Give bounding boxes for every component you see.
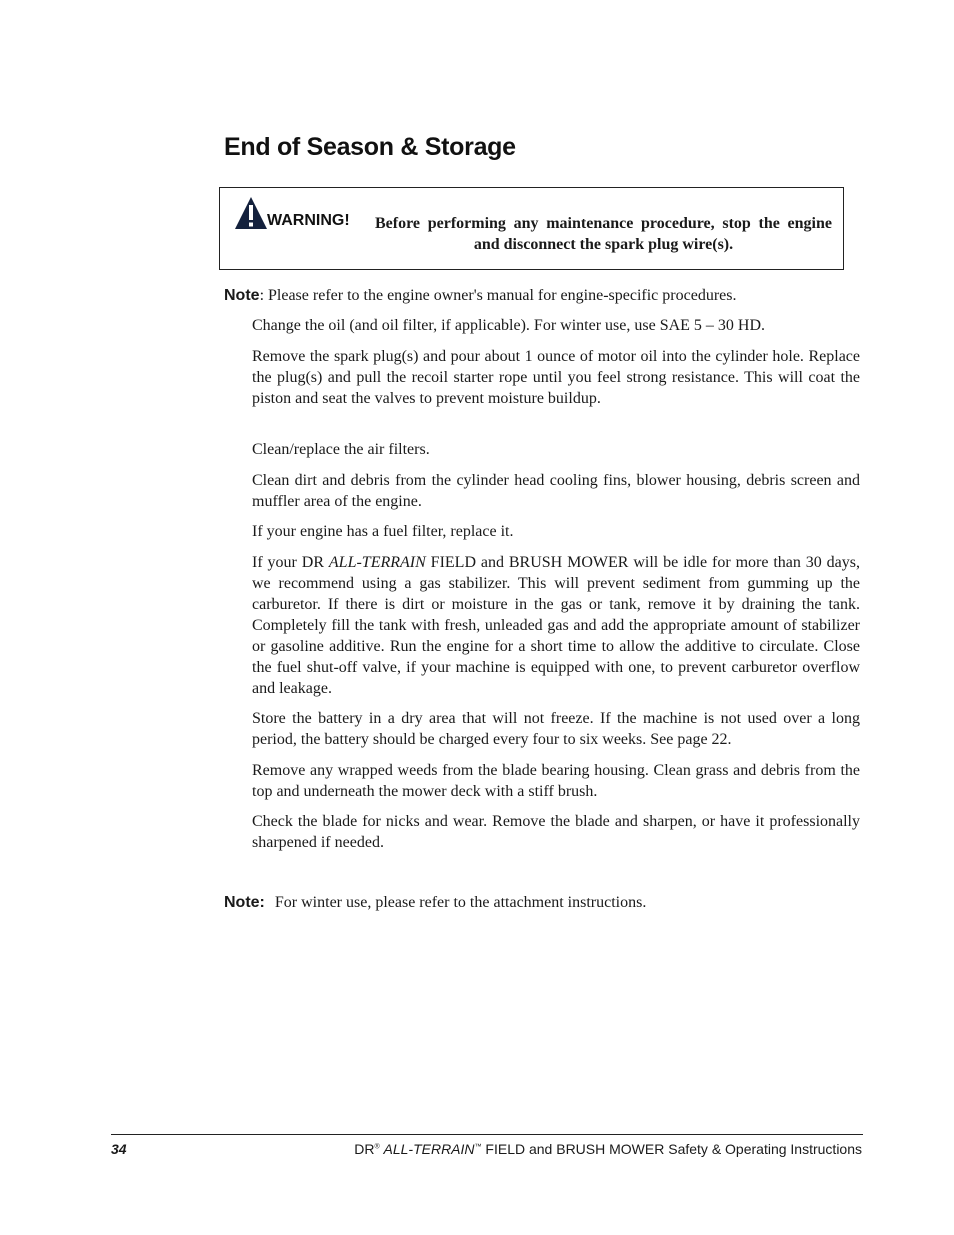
step-fuel-filter: If your engine has a fuel filter, replace it. — [252, 523, 514, 540]
page-title: End of Season & Storage — [224, 133, 516, 161]
step-gas-stabilizer-post: FIELD and BRUSH MOWER will be idle for more than 30 days, we recommend using a gas stabilizer. This will prevent sediment from gumming up the carburetor. If there is dirt or moisture in the gas or tank, remove it by draining the tank. Completely fill the tank with fresh, unleaded gas and add the appropriate amount of stabilizer or gasoline additive. Run the engine for a short time to allow the additive to circulate. Close the fuel shut-off valve, if your machine is equipped with one, to prevent carburetor overflow and leakage. — [252, 554, 860, 697]
note-winter-use — [224, 892, 646, 913]
note-text: : Please refer to the engine owner's manual for engine-specific procedures. — [259, 287, 737, 304]
step-gas-stabilizer-pre: If your DR — [252, 554, 329, 571]
step-air-filters: Clean/replace the air filters. — [252, 441, 430, 458]
footer-title — [354, 1141, 862, 1157]
step-battery: Store the battery in a dry area that will not freeze. If the machine is not used over a long period, the battery should be charged every four to six weeks. See page 22. — [252, 710, 860, 748]
step-change-oil: Change the oil (and oil filter, if applicable). For winter use, use SAE 5 – 30 HD. — [252, 317, 766, 334]
page-number: 34 — [111, 1141, 127, 1157]
step-spark-plug-oil: Remove the spark plug(s) and pour about 1 ounce of motor oil into the cylinder hole. Replace the plug(s) and pull the recoil starter rope until you feel strong resistance. This will coat the piston and seat the valves to prevent moisture buildup. — [252, 348, 860, 407]
registered-mark: ® — [374, 1143, 380, 1151]
note-text: For winter use, please refer to the attachment instructions. — [274, 894, 647, 911]
footer-rest: FIELD and BRUSH MOWER Safety & Operating Instructions — [481, 1141, 862, 1157]
warning-label: WARNING! — [267, 212, 350, 229]
step-clean-fins: Clean dirt and debris from the cylinder head cooling fins, blower housing, debris screen and muffler area of the engine. — [252, 472, 860, 510]
trademark-mark: ™ — [474, 1143, 482, 1151]
model-name-italic: ALL-TERRAIN — [328, 554, 426, 571]
note-engine-manual — [224, 285, 736, 306]
warning-triangle-icon — [234, 196, 268, 230]
step-check-blade: Check the blade for nicks and wear. Remove the blade and sharpen, or have it professionally sharpened if needed. — [252, 813, 860, 851]
step-remove-weeds: Remove any wrapped weeds from the blade bearing housing. Clean grass and debris from the top and underneath the mower deck with a stiff brush. — [252, 762, 860, 800]
footer-divider — [111, 1134, 863, 1135]
note-label: Note — [224, 287, 260, 304]
warning-box — [219, 187, 844, 270]
warning-text: Before performing any maintenance procedure, stop the engine and disconnect the spark plug wire(s). — [375, 215, 832, 253]
footer-brand: DR — [354, 1141, 375, 1157]
step-gas-stabilizer — [252, 552, 860, 699]
note-label: Note: — [224, 894, 265, 911]
footer-model: ALL-TERRAIN — [383, 1141, 475, 1157]
